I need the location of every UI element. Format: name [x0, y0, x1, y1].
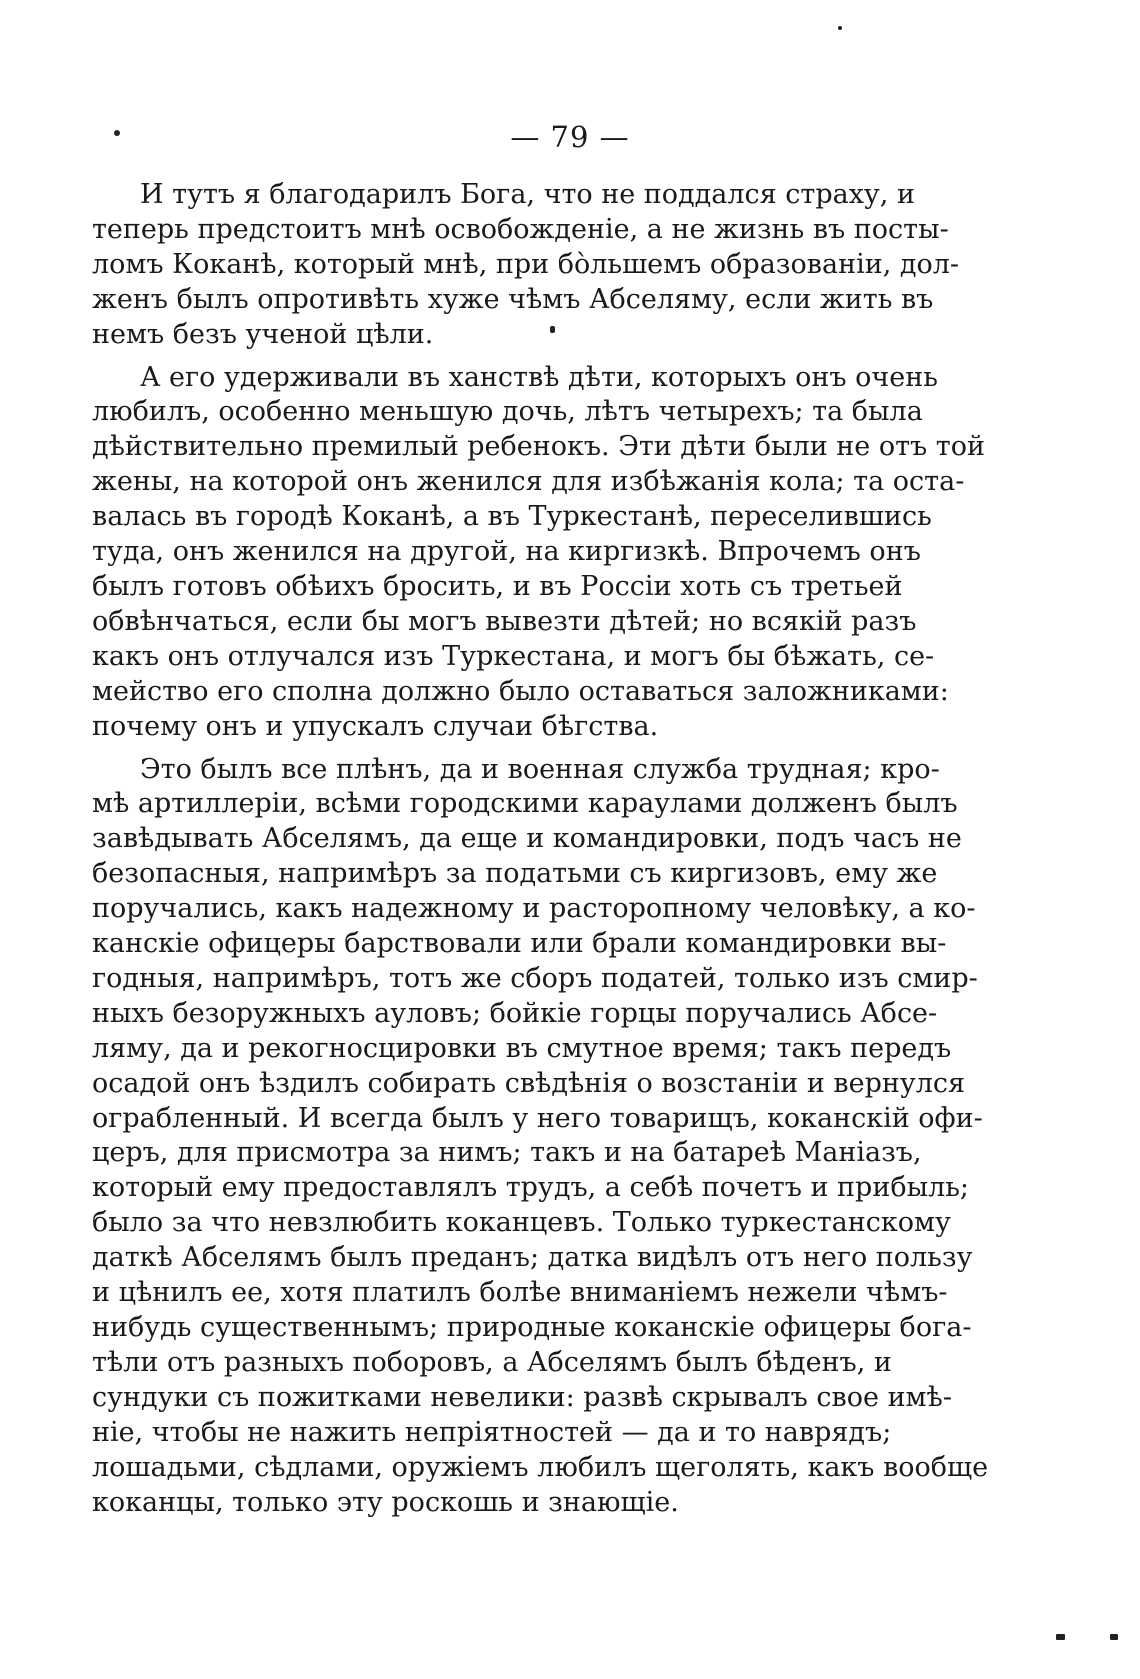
text-line: ныхъ безоружныхъ ауловъ; бойкіе горцы поручались Абсе- [92, 997, 938, 1029]
text-line: осадой онъ ѣздилъ собирать свѣдѣнія о возстаніи и вернулся [92, 1067, 966, 1099]
text-line: мейство его сполна должно было оставаться заложниками: [92, 675, 949, 707]
text-line: теперь предстоитъ мнѣ освобожденіе, а не жизнь въ посты- [92, 213, 949, 245]
page-number: — 79 — [510, 120, 630, 154]
text-line: церъ, для присмотра за нимъ; такъ и на батареѣ Маніазъ, [92, 1137, 922, 1169]
text-line: жены, на которой онъ женился для избѣжанія кола; та оста- [92, 466, 965, 498]
text-line: туда, онъ женился на другой, на киргизкѣ. Впрочемъ онъ [92, 536, 921, 568]
text-line: дѣйствительно премилый ребенокъ. Эти дѣти были не отъ той [92, 431, 985, 463]
text-line: сундуки съ пожитками невелики: развѣ скрывалъ свое имѣ- [92, 1381, 952, 1413]
text-line: было за что невзлюбить коканцевъ. Только туркестанскому [92, 1207, 951, 1239]
text-line: ляму, да и рекогносцировки въ смутное время; такъ передъ [92, 1032, 952, 1064]
text-line: безопасныя, напримѣръ за податьми съ киргизовъ, ему же [92, 858, 938, 890]
scan-speck [1110, 1634, 1118, 1640]
text-line: любилъ, особенно меньшую дочь, лѣтъ четырехъ; та была [92, 396, 923, 428]
scan-speck [114, 130, 120, 136]
body-text [92, 178, 989, 1528]
text-line: Это былъ все плѣнъ, да и военная служба трудная; кро- [140, 753, 940, 785]
text-line: ломъ Коканѣ, который мнѣ, при бо̀льшемъ образованіи, дол- [92, 248, 960, 280]
text-line: ніе, чтобы не нажить непріятностей — да и то наврядъ; [92, 1416, 892, 1448]
paragraph-3 [92, 753, 989, 1521]
text-line: А его удерживали въ ханствѣ дѣти, которыхъ онъ очень [140, 361, 938, 393]
text-line: какъ онъ отлучался изъ Туркестана, и могъ бы бѣжать, се- [92, 640, 935, 672]
scan-speck [550, 326, 555, 333]
text-line: лошадьми, сѣдлами, оружіемъ любилъ щеголять, какъ вообще [92, 1451, 989, 1483]
text-line: коканцы, только эту роскошь и знающіе. [92, 1486, 679, 1518]
paragraph-2 [92, 361, 985, 745]
text-line: канскіе офицеры барствовали или брали командировки вы- [92, 928, 947, 960]
text-line: завѣдывать Абселямъ, да еще и командировки, подъ часъ не [92, 823, 962, 855]
text-line: мѣ артиллеріи, всѣми городскими караулами долженъ былъ [92, 788, 958, 820]
text-line: обвѣнчаться, если бы могъ вывезти дѣтей; но всякій разъ [92, 605, 917, 637]
text-line: и цѣнилъ ее, хотя платилъ болѣе вниманіемъ нежели чѣмъ- [92, 1277, 948, 1309]
text-line: валась въ городѣ Коканѣ, а въ Туркестанѣ, переселившись [92, 501, 932, 533]
text-line: женъ былъ опротивѣть хуже чѣмъ Абселяму, если жить въ [92, 283, 934, 315]
text-line: даткѣ Абселямъ былъ преданъ; датка видѣлъ отъ него пользу [92, 1242, 973, 1274]
text-line: ограбленный. И всегда былъ у него товарищъ, коканскій офи- [92, 1102, 983, 1134]
paragraph-1 [92, 178, 960, 353]
scan-speck [1056, 1634, 1065, 1640]
text-line: годныя, напримѣръ, тотъ же сборъ податей, только изъ смир- [92, 962, 978, 994]
text-line: почему онъ и упускалъ случаи бѣгства. [92, 710, 659, 742]
text-line: поручались, какъ надежному и расторопному человѣку, а ко- [92, 893, 976, 925]
text-line: тѣли отъ разныхъ поборовъ, а Абселямъ былъ бѣденъ, и [92, 1346, 892, 1378]
text-line: немъ безъ ученой цѣли. [92, 318, 434, 350]
scan-speck [838, 26, 842, 30]
text-line: былъ готовъ обѣихъ бросить, и въ Россіи хоть съ третьей [92, 570, 903, 602]
text-line: который ему предоставлялъ трудъ, а себѣ почетъ и прибыль; [92, 1172, 970, 1204]
text-line: И тутъ я благодарилъ Бога, что не поддался страху, и [140, 179, 915, 210]
text-line: нибудь существеннымъ; природные коканскіе офицеры бога- [92, 1312, 972, 1343]
